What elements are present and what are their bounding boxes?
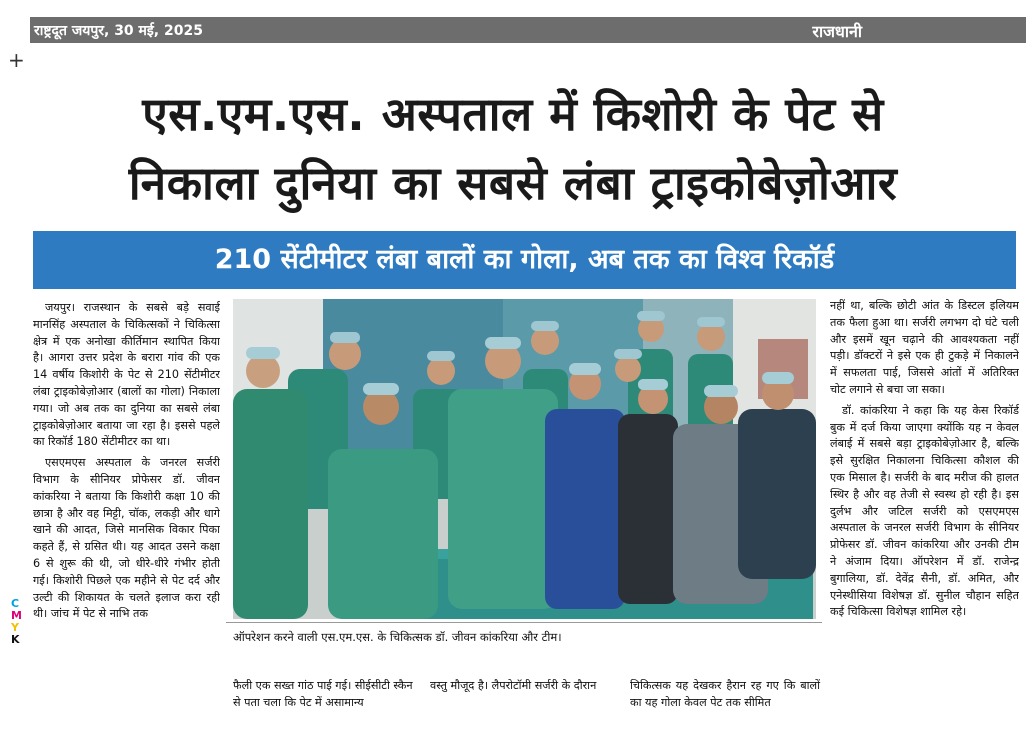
team-photo xyxy=(233,299,816,619)
article-column-1 xyxy=(33,300,220,716)
team-photo-illustration xyxy=(233,299,816,619)
headline-line-1: एस.एम.एस. अस्पताल में किशोरी के पेट से xyxy=(142,87,884,141)
article-column-2-text: फैली एक सख्त गांठ पाई गई। सीईसीटी स्कैन से पता चला कि पेट में असामान्य xyxy=(233,679,413,709)
cmyk-k: K xyxy=(11,633,20,646)
article-paragraph: डॉ. कांकरिया ने कहा कि यह केस रिकॉर्ड बुक में दर्ज किया जाएगा क्योंकि यह न केवल लंबाई में सबसे बड़ा ट्राइकोबेज़ोआर है, बल्कि इसे सुरक्षित निकालना चिकित्सा कौशल की एक मिसाल है। सर्जरी के बाद मरीज की हालत स्थिर है और वह तेजी से स्वस्थ हो रही है। इस दुर्लभ और जटिल सर्जरी को एसएमएस अस्पताल के जनरल सर्जरी विभाग के सीनियर प्रोफेसर डॉ. जीवन कांकरिया और उनकी टीम ने अंजाम दिया। ऑपरेशन में डॉ. राजेन्द्र बुगालिया, डॉ. देवेंद्र सैनी, डॉ. अमित, और एनेस्थीसिया विशेषज्ञ डॉ. सुनील चौहान सहित कई चिकित्सा विशेषज्ञ शामिल रहे। xyxy=(830,403,1019,619)
article-column-4 xyxy=(830,298,1019,716)
article-column-3-text: चिकित्सक यह देखकर हैरान रह गए कि बालों का यह गोला केवल पेट तक सीमित xyxy=(630,679,820,709)
subheadline: 210 सेंटीमीटर लंबा बालों का गोला, अब तक का विश्व रिकॉर्ड xyxy=(33,231,1016,289)
cmyk-y: Y xyxy=(11,621,19,634)
masthead-bar xyxy=(30,17,1026,43)
cmyk-color-marks xyxy=(11,598,22,646)
article-paragraph: जयपुर। राजस्थान के सबसे बड़े सवाई मानसिंह अस्पताल के चिकित्सकों ने चिकित्सा क्षेत्र में एक अनोखा कीर्तिमान स्थापित किया है। आगरा उत्तर प्रदेश के बरारा गांव की एक 14 वर्षीय किशोरी के पेट से 210 सेंटीमीटर लंबा ट्राइकोबेज़ोआर (बालों का गोला) निकाला गया। जो अब तक का दुनिया का सबसे लंबा ट्राइकोबेज़ोआर बताया जा रहा है। इससे पहले का रिकॉर्ड 180 सेंटीमीटर का था। xyxy=(33,301,220,449)
headline-line-2: निकाला दुनिया का सबसे लंबा ट्राइकोबेज़ोआर xyxy=(128,156,898,210)
cmyk-m: M xyxy=(11,609,22,622)
photo-caption: ऑपरेशन करने वाली एस.एम.एस. के चिकित्सक डॉ. जीवन कांकरिया और टीम। xyxy=(233,630,562,644)
article-paragraph: नहीं था, बल्कि छोटी आंत के डिस्टल इलियम तक फैला हुआ था। सर्जरी लगभग दो घंटे चली और इसमें खून चढ़ाने की आवश्यकता नहीं पड़ी। डॉक्टरों ने इसे एक ही टुकड़े में निकालने में सफलता पाई, जिससे आंतों में अतिरिक्त चोट लगाने से बचा जा सका। xyxy=(830,299,1019,396)
caption-divider xyxy=(226,622,822,623)
section-name: राजधानी xyxy=(812,22,862,41)
registration-mark-icon: + xyxy=(8,48,25,72)
article-column-2b-text: वस्तु मौजूद है। लैपरोटॉमी सर्जरी के दौरान xyxy=(430,679,597,692)
cmyk-c: C xyxy=(11,597,20,610)
article-paragraph: एसएमएस अस्पताल के जनरल सर्जरी विभाग के सीनियर प्रोफेसर डॉ. जीवन कांकरिया ने बताया कि किशोरी कक्षा 10 की छात्रा है और वह मिट्टी, चॉक, लकड़ी और धागे खाने की आदत, जिसे मानसिक विकार पिका कहते हैं, से ग्रसित थी। यह आदत उसने कक्षा 6 से शुरू की थी, जो धीरे-धीरे गंभीर होती गई। किशोरी पिछले एक महीने से पेट दर्द और उल्टी की शिकायत के चलते इलाज करा रही थी। जांच में पेट से नाभि तक xyxy=(33,456,220,621)
publication-date: राष्ट्रदूत जयपुर, 30 मई, 2025 xyxy=(34,23,203,39)
